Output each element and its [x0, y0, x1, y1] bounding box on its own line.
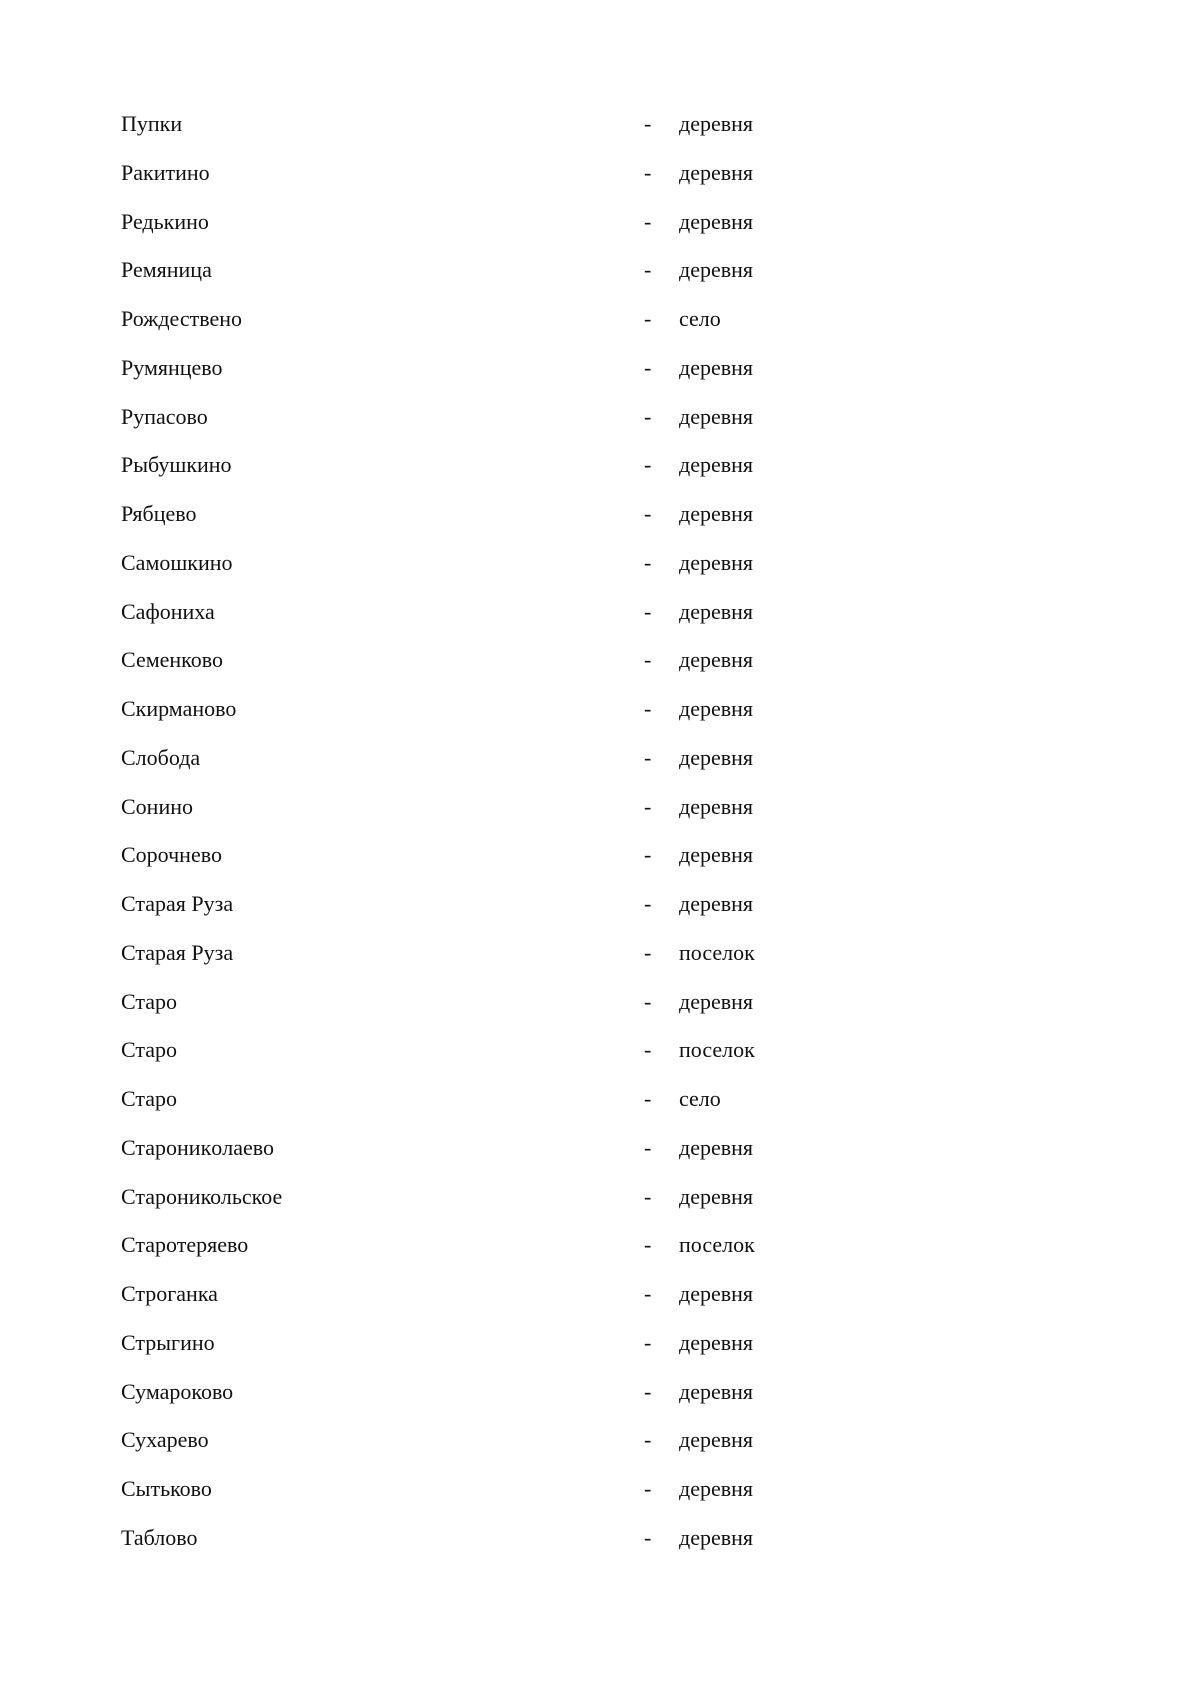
settlement-type: деревня [679, 891, 754, 916]
settlement-name: Таблово [121, 1524, 198, 1550]
settlement-name: Строганка [121, 1281, 218, 1306]
settlement-name: Рупасово [121, 403, 208, 429]
settlement-type: деревня [679, 159, 754, 185]
separator-dash: - [644, 939, 652, 965]
settlement-type: деревня [679, 1476, 754, 1501]
settlement-name: Ремяница [121, 257, 212, 283]
separator-dash: - [644, 1427, 652, 1453]
settlement-type: деревня [679, 1134, 754, 1160]
settlement-name: Рождествено [121, 306, 243, 331]
list-item [121, 1085, 881, 1134]
settlement-name: Старо [121, 1037, 178, 1063]
list-item [121, 890, 881, 939]
settlement-name: Старотеряево [121, 1232, 249, 1258]
list-item [121, 305, 881, 354]
list-item [121, 1134, 881, 1183]
settlement-name: Рыбушкино [121, 452, 232, 478]
list-item [121, 1231, 881, 1280]
separator-dash: - [644, 647, 652, 673]
settlement-list [121, 110, 881, 1573]
settlement-type: деревня [679, 647, 754, 673]
separator-dash: - [644, 1476, 652, 1501]
settlement-name: Старо [121, 988, 178, 1014]
separator-dash: - [644, 354, 652, 380]
list-item [121, 549, 881, 598]
separator-dash: - [644, 891, 652, 916]
separator-dash: - [644, 111, 652, 136]
settlement-name: Сытьково [121, 1476, 212, 1501]
list-item [121, 598, 881, 647]
settlement-type: поселок [679, 1232, 755, 1258]
list-item [121, 988, 881, 1037]
settlement-type: деревня [679, 598, 754, 624]
list-item [121, 403, 881, 452]
settlement-name: Румянцево [121, 354, 223, 380]
separator-dash: - [644, 1232, 652, 1258]
settlement-type: деревня [679, 793, 754, 819]
list-item [121, 1475, 881, 1524]
list-item [121, 939, 881, 988]
separator-dash: - [644, 598, 652, 624]
settlement-type: село [679, 306, 721, 331]
settlement-name: Самошкино [121, 549, 233, 575]
list-item [121, 1426, 881, 1475]
list-item [121, 793, 881, 842]
separator-dash: - [644, 988, 652, 1014]
settlement-type: деревня [679, 1183, 754, 1209]
separator-dash: - [644, 501, 652, 526]
separator-dash: - [644, 1524, 652, 1550]
settlement-name: Старо [121, 1086, 178, 1111]
separator-dash: - [644, 257, 652, 283]
settlement-type: деревня [679, 452, 754, 478]
settlement-name: Семенково [121, 647, 223, 673]
list-item [121, 110, 881, 159]
settlement-type: деревня [679, 501, 754, 526]
list-item [121, 695, 881, 744]
settlement-type: деревня [679, 354, 754, 380]
settlement-type: деревня [679, 403, 754, 429]
separator-dash: - [644, 1183, 652, 1209]
settlement-name: Старoникольское [121, 1183, 283, 1209]
separator-dash: - [644, 1329, 652, 1355]
settlement-name: Сухарево [121, 1427, 209, 1453]
list-item [121, 1280, 881, 1329]
separator-dash: - [644, 696, 652, 721]
separator-dash: - [644, 744, 652, 770]
settlement-name: Редькино [121, 208, 209, 234]
settlement-name: Старая Руза [121, 891, 234, 916]
settlement-name: Слобода [121, 744, 201, 770]
settlement-type: деревня [679, 988, 754, 1014]
settlement-type: деревня [679, 1524, 754, 1550]
settlement-name: Сумароково [121, 1378, 234, 1404]
settlement-name: Рябцево [121, 501, 197, 526]
settlement-name: Стрыгино [121, 1329, 215, 1355]
list-item [121, 841, 881, 890]
list-item [121, 744, 881, 793]
separator-dash: - [644, 549, 652, 575]
list-item [121, 256, 881, 305]
list-item [121, 500, 881, 549]
separator-dash: - [644, 1281, 652, 1306]
separator-dash: - [644, 403, 652, 429]
separator-dash: - [644, 1378, 652, 1404]
separator-dash: - [644, 842, 652, 868]
settlement-name: Староникoлаево [121, 1134, 275, 1160]
settlement-type: деревня [679, 111, 754, 136]
settlement-name: Сонино [121, 793, 193, 819]
settlement-name: Скирманово [121, 696, 237, 721]
separator-dash: - [644, 159, 652, 185]
list-item [121, 1329, 881, 1378]
settlement-type: деревня [679, 257, 754, 283]
list-item [121, 354, 881, 403]
list-item [121, 159, 881, 208]
list-item [121, 1036, 881, 1085]
list-item [121, 646, 881, 695]
list-item [121, 1524, 881, 1573]
settlement-type: деревня [679, 696, 754, 721]
list-item [121, 208, 881, 257]
settlement-name: Ракитино [121, 159, 210, 185]
list-item [121, 1183, 881, 1232]
settlement-type: деревня [679, 842, 754, 868]
settlement-name: Сорочнево [121, 842, 222, 868]
settlement-type: деревня [679, 744, 754, 770]
settlement-type: село [679, 1086, 721, 1111]
settlement-type: деревня [679, 208, 754, 234]
separator-dash: - [644, 208, 652, 234]
settlement-name: Пупки [121, 111, 183, 136]
separator-dash: - [644, 1086, 652, 1111]
separator-dash: - [644, 1134, 652, 1160]
separator-dash: - [644, 452, 652, 478]
settlement-type: деревня [679, 1378, 754, 1404]
settlement-type: поселок [679, 1037, 755, 1063]
settlement-name: Сафониха [121, 598, 215, 624]
settlement-type: деревня [679, 549, 754, 575]
separator-dash: - [644, 1037, 652, 1063]
settlement-type: деревня [679, 1427, 754, 1453]
list-item [121, 451, 881, 500]
list-item [121, 1378, 881, 1427]
settlement-type: деревня [679, 1329, 754, 1355]
settlement-type: деревня [679, 1281, 754, 1306]
separator-dash: - [644, 306, 652, 331]
settlement-name: Старая Руза [121, 939, 234, 965]
separator-dash: - [644, 793, 652, 819]
settlement-type: поселок [679, 939, 755, 965]
